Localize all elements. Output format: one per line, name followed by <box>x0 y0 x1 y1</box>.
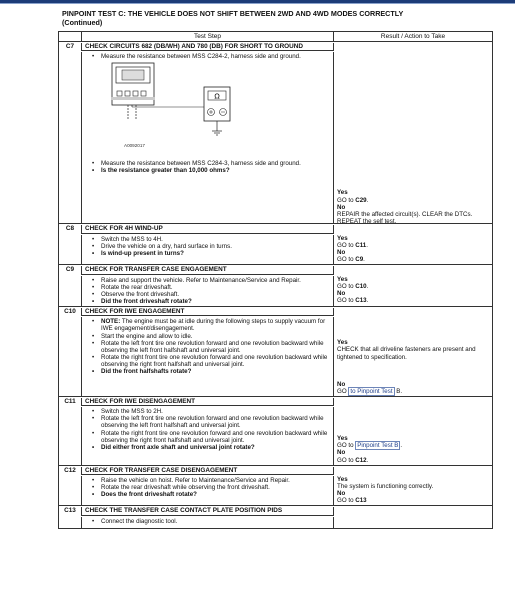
step-heading: CHECK FOR TRANSFER CASE DISENGAGEMENT <box>82 467 334 475</box>
result-yes-label: Yes <box>337 234 348 242</box>
step-bullet: • Rotate the rear driveshaft. <box>92 284 330 291</box>
step-question: • Is the resistance greater than 10,000 ohms? <box>92 167 330 174</box>
pinpoint-test-table <box>58 31 493 529</box>
connector-meter-illustration <box>108 61 248 141</box>
result-yes-action: GO to C10. <box>337 282 369 290</box>
step-question: • Did either front axle shaft and universal joint rotate? <box>92 444 330 451</box>
step-number: C9 <box>59 266 82 274</box>
step-bullet: • Raise and support the vehicle. Refer to Maintenance/Service and Repair. <box>92 277 330 284</box>
result-yes-action: The system is functioning correctly. <box>337 483 434 491</box>
step-number: C11 <box>59 398 82 406</box>
header-result-action: Result / Action to Take <box>380 33 446 40</box>
step-bullet: • Raise the vehicle on hoist. Refer to Maintenance/Service and Repair. <box>92 477 330 484</box>
note-label: NOTE: <box>101 318 121 326</box>
step-bullet: • Rotate the right front tire one revolution forward and one revolution backward while observing the right front halfshaft and universal joint. <box>92 354 330 368</box>
figure-id: A0092017 <box>124 142 145 148</box>
step-bullet: • Rotate the rear driveshaft while observing the front driveshaft. <box>92 484 330 491</box>
result-no-label: No <box>337 380 346 388</box>
step-question: • Is wind-up present in turns? <box>92 250 330 257</box>
step-c11 <box>59 397 492 466</box>
goto-c29-link[interactable]: C29 <box>355 196 367 204</box>
title-line-2: (Continued) <box>62 17 103 27</box>
step-c13 <box>59 506 492 528</box>
step-number: C12 <box>59 467 82 475</box>
result-no-label: No <box>337 449 346 457</box>
step-bullet: • Measure the resistance between MSS C284-2, harness side and ground. <box>92 53 330 60</box>
result-yes-label: Yes <box>337 189 348 197</box>
step-number: C7 <box>59 43 82 51</box>
step-question: • Does the front driveshaft rotate? <box>92 491 330 498</box>
step-c8 <box>59 224 492 265</box>
step-number: C13 <box>59 507 82 515</box>
step-bullet: • Switch the MSS to 4H. <box>92 236 330 243</box>
step-bullet: • Rotate the left front tire one revolution forward and one revolution backward while observing the left front halfshaft and universal joint. <box>92 415 330 429</box>
goto-c13-link[interactable]: C13 <box>355 296 367 304</box>
result-yes-label: Yes <box>337 435 348 443</box>
step-bullet: • Rotate the left front tire one revolution forward and one revolution backward while observing the left front halfshaft and universal joint. <box>92 340 330 354</box>
step-number: C8 <box>59 225 82 233</box>
result-yes-label: Yes <box>337 476 348 484</box>
result-no-label: No <box>337 490 346 498</box>
step-bullet: • Observe the front driveshaft. <box>92 291 330 298</box>
step-heading: CHECK CIRCUITS 682 (DB/WH) AND 780 (DB) FOR SHORT TO GROUND <box>82 43 334 51</box>
goto-c11-link[interactable]: C11 <box>355 241 367 249</box>
goto-c13-link[interactable]: C13 <box>355 497 367 505</box>
step-c10 <box>59 307 492 397</box>
step-question: • Did the front halfshafts rotate? <box>92 368 330 375</box>
step-heading: CHECK FOR TRANSFER CASE ENGAGEMENT <box>82 266 334 274</box>
step-c7 <box>59 42 492 224</box>
result-no-action: GO to C13 <box>337 497 367 505</box>
title-line-1: PINPOINT TEST C: THE VEHICLE DOES NOT SHIFT BETWEEN 2WD AND 4WD MODES CORRECTLY <box>62 9 404 18</box>
header-step-number-cell <box>59 32 82 41</box>
step-bullet: • Rotate the right front tire one revolution forward and one revolution backward while observing the right front halfshaft and universal joint. <box>92 430 330 444</box>
result-no-action: GO to C12. <box>337 456 369 464</box>
result-no-action: GO to Pinpoint Test B. <box>337 387 403 395</box>
step-bullet: • Start the engine and allow to idle. <box>92 333 330 340</box>
step-bullet: • Measure the resistance between MSS C284-3, harness side and ground. <box>92 160 330 167</box>
step-question: • Did the front driveshaft rotate? <box>92 298 330 305</box>
result-no-action: GO to C13. <box>337 296 369 304</box>
step-heading: CHECK FOR IWE DISENGAGEMENT <box>82 398 334 406</box>
result-yes-action: CHECK that all driveline fasteners are present and tightened to specification. <box>337 346 476 361</box>
result-yes-label: Yes <box>337 275 348 283</box>
resistance-measurement-diagram <box>108 61 330 141</box>
goto-c9-link[interactable]: C9 <box>355 256 364 264</box>
result-no-action: REPAIR the affected circuit(s). CLEAR the DTCs. REPEAT the self test. <box>337 210 473 225</box>
goto-c10-link[interactable]: C10 <box>355 282 367 290</box>
result-yes-action: GO to C29. <box>337 196 369 204</box>
pinpoint-test-b-link[interactable]: to Pinpoint Test <box>350 387 393 395</box>
result-yes-action: GO to Pinpoint Test B . <box>337 442 403 450</box>
meter-ohm-symbol: Ω <box>214 92 220 100</box>
top-accent-line <box>0 3 515 4</box>
pinpoint-test-b-link[interactable]: Pinpoint Test B <box>357 442 399 450</box>
step-heading: CHECK THE TRANSFER CASE CONTACT PLATE POSITION PIDS <box>82 507 334 515</box>
step-bullet: • Switch the MSS to 2H. <box>92 408 330 415</box>
step-heading: CHECK FOR 4H WIND-UP <box>82 225 334 233</box>
goto-c12-link[interactable]: C12 <box>355 456 367 464</box>
step-note: • NOTE: The engine must be at idle during the following steps to supply vacuum for IWE engagement/disengagement. <box>92 318 330 332</box>
result-no-label: No <box>337 203 346 211</box>
step-heading: CHECK FOR IWE ENGAGEMENT <box>82 308 334 316</box>
table-header-row <box>59 32 492 42</box>
step-c12 <box>59 466 492 507</box>
result-yes-label: Yes <box>337 339 348 347</box>
step-number: C10 <box>59 308 82 316</box>
step-bullet: • Drive the vehicle on a dry, hard surface in turns. <box>92 243 330 250</box>
header-test-step: Test Step <box>82 32 334 41</box>
result-no-label: No <box>337 289 346 297</box>
step-c9 <box>59 265 492 307</box>
result-no-label: No <box>337 249 346 256</box>
result-no-action: GO to C9. <box>337 256 365 264</box>
result-yes-action: GO to C11. <box>337 241 368 249</box>
page-title <box>62 10 502 27</box>
step-bullet: • Connect the diagnostic tool. <box>92 518 330 525</box>
